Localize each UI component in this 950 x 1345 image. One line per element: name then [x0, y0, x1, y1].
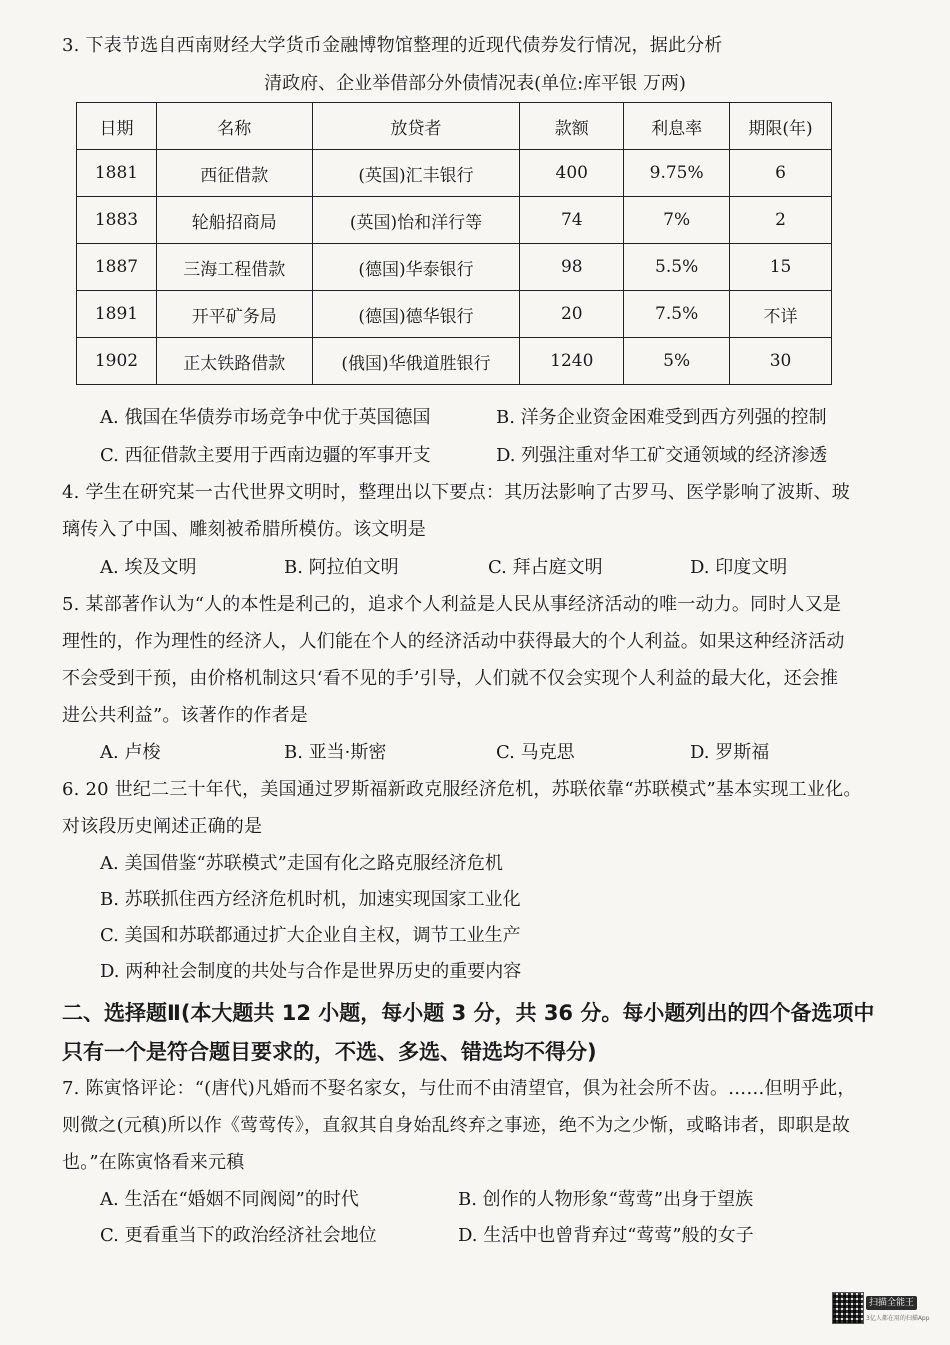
cell-date: 1902	[77, 338, 157, 385]
section-2-heading-line-1: 二、选择题Ⅱ(本大题共 12 小题，每小题 3 分，共 36 分。每小题列出的四个备选项中	[62, 1001, 875, 1025]
cell-date: 1883	[77, 197, 157, 244]
cell-term: 2	[730, 197, 832, 244]
q6-option-d: D. 两种社会制度的共处与合作是世界历史的重要内容	[100, 961, 522, 982]
q5-option-c: C. 马克思	[496, 742, 575, 763]
q4-stem-line-2: 璃传入了中国、雕刻被希腊所模仿。该文明是	[62, 519, 426, 540]
cell-lender: (德国)华泰银行	[312, 244, 520, 291]
cell-amount: 74	[520, 197, 624, 244]
header-amount: 款额	[520, 103, 624, 150]
cell-term: 6	[730, 150, 832, 197]
cell-interest: 7.5%	[624, 291, 730, 338]
section-2-heading-line-2: 只有一个是符合题目要求的，不选、多选、错选均不得分)	[62, 1040, 597, 1064]
cell-name: 三海工程借款	[156, 244, 312, 291]
table-row	[77, 291, 832, 338]
scanner-app-tagline: 3亿人都在用的扫描App	[866, 1315, 930, 1322]
header-name: 名称	[156, 103, 312, 150]
cell-amount: 20	[520, 291, 624, 338]
table-row	[77, 150, 832, 197]
q3-option-d: D. 列强注重对华工矿交通领域的经济渗透	[496, 445, 828, 466]
q7-stem-line-2: 则微之(元稹)所以作《莺莺传》，直叙其自身始乱终弃之事迹，绝不为之少惭，或略讳者，即职是故	[62, 1115, 851, 1136]
cell-term: 30	[730, 338, 832, 385]
q7-option-d: D. 生活中也曾背弃过“莺莺”般的女子	[458, 1225, 754, 1246]
q6-stem-line-2: 对该段历史阐述正确的是	[62, 816, 263, 837]
cell-amount: 1240	[520, 338, 624, 385]
q3-option-b: B. 洋务企业资金困难受到西方列强的控制	[496, 407, 827, 428]
header-interest: 利息率	[624, 103, 730, 150]
q5-stem-line-4: 进公共利益”。该著作的作者是	[62, 705, 309, 726]
scanner-app-logo: 扫描全能王	[866, 1296, 917, 1310]
cell-term: 不详	[730, 291, 832, 338]
q5-option-b: B. 亚当·斯密	[284, 742, 387, 763]
cell-interest: 5%	[624, 338, 730, 385]
q6-option-a: A. 美国借鉴“苏联模式”走国有化之路克服经济危机	[100, 853, 503, 874]
q4-option-b: B. 阿拉伯文明	[284, 557, 399, 578]
header-date: 日期	[77, 103, 157, 150]
q7-option-b: B. 创作的人物形象“莺莺”出身于望族	[458, 1189, 754, 1210]
cell-name: 西征借款	[156, 150, 312, 197]
cell-date: 1881	[77, 150, 157, 197]
q7-stem-line-3: 也。”在陈寅恪看来元稹	[62, 1152, 245, 1173]
cell-amount: 98	[520, 244, 624, 291]
cell-lender: (英国)怡和洋行等	[312, 197, 520, 244]
q7-option-a: A. 生活在“婚姻不同阀阅”的时代	[100, 1189, 359, 1210]
q5-stem-line-2: 理性的，作为理性的经济人，人们能在个人的经济活动中获得最大的个人利益。如果这种经济活动	[62, 631, 845, 652]
qr-code-icon	[832, 1292, 864, 1324]
header-term: 期限(年)	[730, 103, 832, 150]
cell-term: 15	[730, 244, 832, 291]
q3-option-a: A. 俄国在华债券市场竞争中优于英国德国	[100, 407, 431, 428]
cell-name: 正太铁路借款	[156, 338, 312, 385]
q7-option-c: C. 更看重当下的政治经济社会地位	[100, 1225, 377, 1246]
cell-name: 轮船招商局	[156, 197, 312, 244]
foreign-debt-table	[76, 102, 832, 385]
q4-option-c: C. 拜占庭文明	[488, 557, 603, 578]
q4-option-d: D. 印度文明	[690, 557, 788, 578]
q6-option-b: B. 苏联抓住西方经济危机时机，加速实现国家工业化	[100, 889, 521, 910]
q4-option-a: A. 埃及文明	[100, 557, 197, 578]
header-lender: 放贷者	[312, 103, 520, 150]
cell-interest: 9.75%	[624, 150, 730, 197]
q5-stem-line-1: 5. 某部著作认为“人的本性是利己的，追求个人利益是人民从事经济活动的唯一动力。同时人又是	[62, 594, 842, 615]
cell-lender: (英国)汇丰银行	[312, 150, 520, 197]
q3-stem: 3. 下表节选自西南财经大学货币金融博物馆整理的近现代债券发行情况，据此分析	[62, 35, 723, 56]
cell-date: 1891	[77, 291, 157, 338]
q6-stem-line-1: 6. 20 世纪二三十年代，美国通过罗斯福新政克服经济危机，苏联依靠“苏联模式”基本实现工业化。	[62, 779, 862, 800]
table-row	[77, 197, 832, 244]
cell-interest: 7%	[624, 197, 730, 244]
table-caption: 清政府、企业举借部分外债情况表(单位:库平银 万两)	[264, 73, 686, 94]
cell-lender: (俄国)华俄道胜银行	[312, 338, 520, 385]
table-header-row	[77, 103, 832, 150]
cell-date: 1887	[77, 244, 157, 291]
cell-amount: 400	[520, 150, 624, 197]
q5-option-d: D. 罗斯福	[690, 742, 770, 763]
cell-interest: 5.5%	[624, 244, 730, 291]
q5-option-a: A. 卢梭	[100, 742, 161, 763]
cell-name: 开平矿务局	[156, 291, 312, 338]
table-row	[77, 338, 832, 385]
cell-lender: (德国)德华银行	[312, 291, 520, 338]
q7-stem-line-1: 7. 陈寅恪评论：“(唐代)凡婚而不娶名家女，与仕而不由清望官，俱为社会所不齿。……但明乎此，	[62, 1078, 856, 1099]
q3-option-c: C. 西征借款主要用于西南边疆的军事开支	[100, 445, 431, 466]
q5-stem-line-3: 不会受到干预，由价格机制这只‘看不见的手’引导，人们就不仅会实现个人利益的最大化，还会推	[62, 668, 839, 689]
table-row	[77, 244, 832, 291]
q4-stem-line-1: 4. 学生在研究某一古代世界文明时，整理出以下要点：其历法影响了古罗马、医学影响了波斯、玻	[62, 482, 850, 503]
q6-option-c: C. 美国和苏联都通过扩大企业自主权，调节工业生产	[100, 925, 521, 946]
